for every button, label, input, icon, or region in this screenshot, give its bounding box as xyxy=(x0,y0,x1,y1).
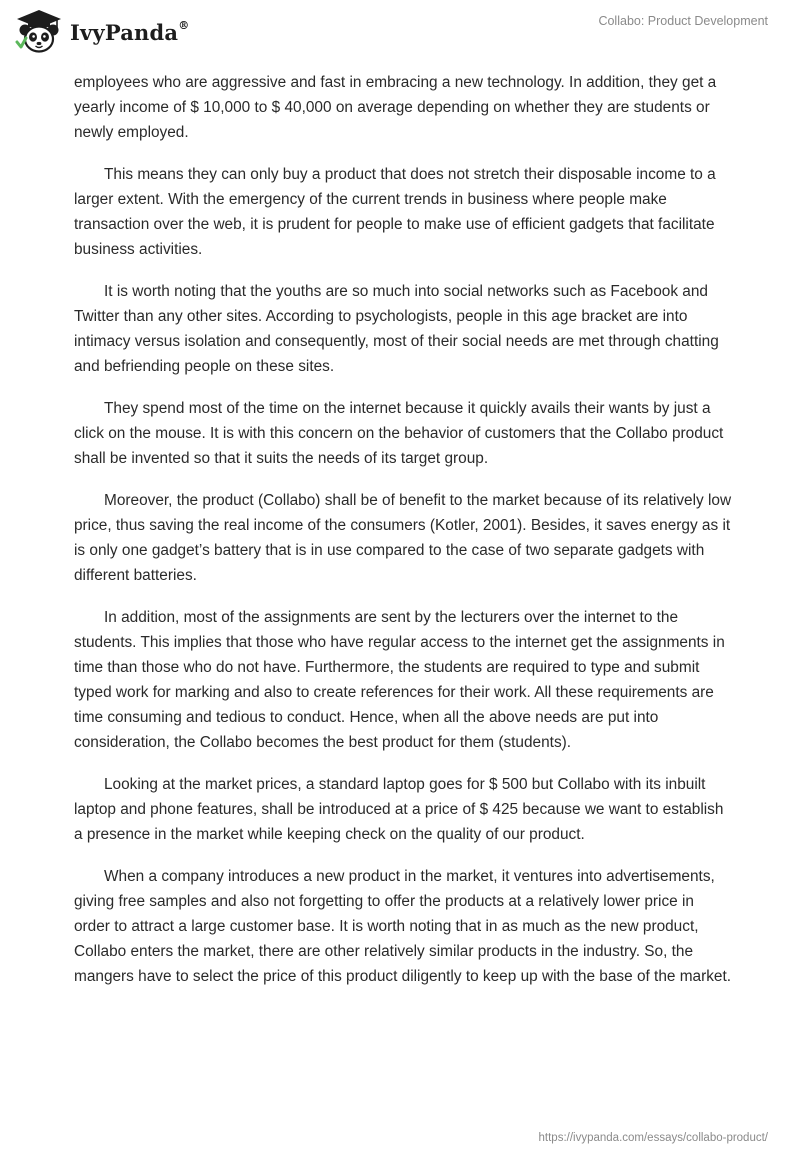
ivypanda-logo[interactable] xyxy=(14,8,189,54)
paragraph-8: When a company introduces a new product in the market, it ventures into advertisements, giving free samples and also not forgetting to offer the products at a relatively lower price in order to attract a large customer base. It is worth noting that in as much as the new product, Collabo enters the market, there are other relatively similar products in the industry. So, the mangers have to select the price of this product diligently to keep up with the base of the market. xyxy=(74,868,732,985)
paragraph-3: It is worth noting that the youths are so much into social networks such as Facebook and Twitter than any other sites. According to psychologists, people in this age bracket are into intimacy versus isolation and consequently, most of their social needs are met through chatting and befriending people on these sites. xyxy=(74,283,719,375)
paragraph-5: Moreover, the product (Collabo) shall be of benefit to the market because of its relatively low price, thus saving the real income of the consumers (Kotler, 2001). Besides, it saves energy as it is only one gadget’s battery that is in use compared to the case of two separate gadgets with different batteries. xyxy=(74,492,732,584)
paragraph-1: employees who are aggressive and fast in embracing a new technology. In addition, they get a yearly income of $ 10,000 to $ 40,000 on average depending on whether they are students or newly employed. xyxy=(74,74,717,141)
paragraph-6: In addition, most of the assignments are sent by the lecturers over the internet to the students. This implies that those who have regular access to the internet get the assignments in time than those who do not have. Furthermore, the students are required to type and submit typed work for marking and also to create references for their work. All these requirements are time consuming and tedious to conduct. Hence, when all the above needs are put into consideration, the Collabo becomes the best product for them (students). xyxy=(74,609,725,751)
source-url[interactable]: https://ivypanda.com/essays/collabo-product/ xyxy=(538,1132,768,1144)
paragraph-7: Looking at the market prices, a standard laptop goes for $ 500 but Collabo with its inbuilt laptop and phone features, shall be introduced at a price of $ 425 because we want to establish a presence in the market while keeping check on the quality of our product. xyxy=(74,776,724,843)
page-header xyxy=(0,0,800,70)
document-title: Collabo: Product Development xyxy=(598,14,768,28)
registered-mark: ® xyxy=(178,18,190,32)
essay-body xyxy=(74,70,734,1006)
paragraph-4: They spend most of the time on the internet because it quickly avails their wants by just a click on the mouse. It is with this concern on the behavior of customers that the Collabo product shall be invented so that it suits the needs of its target group. xyxy=(74,400,724,467)
paragraph-2: This means they can only buy a product that does not stretch their disposable income to a larger extent. With the emergency of the current trends in business where people make transaction over the web, it is prudent for people to make use of efficient gadgets that facilitate business activities. xyxy=(74,166,716,258)
brand-name: IvyPanda® xyxy=(70,18,190,45)
panda-graduate-icon xyxy=(14,8,64,54)
